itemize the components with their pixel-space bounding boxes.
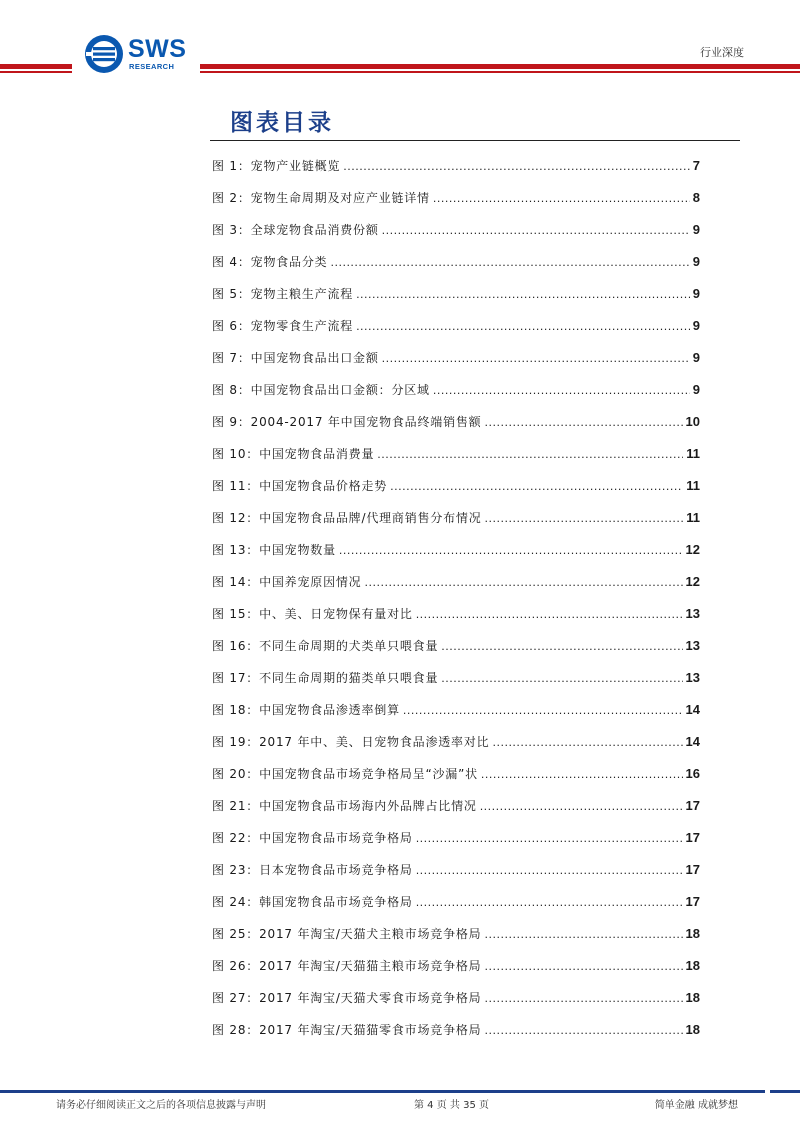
footer-disclaimer: 请务必仔细阅读正文之后的各项信息披露与声明 (56, 1100, 266, 1111)
toc-entry-page[interactable]: 16 (685, 766, 700, 781)
toc-dot-leader (377, 441, 683, 469)
toc-entry[interactable] (212, 792, 700, 824)
toc-entry-page[interactable]: 12 (685, 542, 700, 557)
footer-rule-tail (770, 1090, 800, 1093)
toc-dot-leader (356, 281, 690, 309)
toc-entry-label[interactable]: 图 11：中国宠物食品价格走势 (212, 479, 388, 493)
toc-entry[interactable] (212, 600, 700, 632)
toc-entry-page[interactable]: 8 (692, 190, 700, 205)
toc-entry[interactable] (212, 504, 700, 536)
logo-wordmark: SWS (128, 35, 187, 63)
section-tag: 行业深度 (700, 46, 744, 59)
toc-dot-leader (441, 665, 682, 693)
toc-entry-label[interactable]: 图 19：2017 年中、美、日宠物食品渗透率对比 (212, 735, 490, 749)
toc-entry[interactable] (212, 760, 700, 792)
toc-dot-leader (481, 761, 683, 789)
toc-entry-label[interactable]: 图 9：2004-2017 年中国宠物食品终端销售额 (212, 415, 482, 429)
toc-dot-leader (330, 249, 689, 277)
toc-entry-label[interactable]: 图 22：中国宠物食品市场竞争格局 (212, 831, 413, 845)
toc-dot-leader (382, 345, 690, 373)
toc-dot-leader (343, 153, 690, 181)
toc-entry-label[interactable]: 图 21：中国宠物食品市场海内外品牌占比情况 (212, 799, 477, 813)
title-divider (210, 140, 740, 141)
toc-entry[interactable] (212, 472, 700, 504)
footer-rule (0, 1090, 765, 1093)
toc-entry-page[interactable]: 13 (685, 670, 700, 685)
toc-entry[interactable] (212, 568, 700, 600)
toc-dot-leader (484, 985, 682, 1013)
toc-entry[interactable] (212, 536, 700, 568)
toc-entry[interactable] (212, 920, 700, 952)
toc-dot-leader (416, 601, 683, 629)
logo-subtext: RESEARCH (129, 62, 175, 71)
toc-dot-leader (416, 889, 683, 917)
toc-entry-page[interactable]: 13 (685, 606, 700, 621)
toc-entry[interactable] (212, 248, 700, 280)
toc-entry-label[interactable]: 图 13：中国宠物数量 (212, 543, 336, 557)
toc-dot-leader (441, 633, 682, 661)
toc-entry-label[interactable]: 图 7：中国宠物食品出口金额 (212, 351, 379, 365)
toc-entry-label[interactable]: 图 3：全球宠物食品消费份额 (212, 223, 379, 237)
toc-entry-page[interactable]: 18 (685, 990, 700, 1005)
toc-entry-label[interactable]: 图 8：中国宠物食品出口金额：分区域 (212, 383, 430, 397)
toc-entry[interactable] (212, 984, 700, 1016)
toc-entry-label[interactable]: 图 16：不同生命周期的犬类单只喂食量 (212, 639, 439, 653)
toc-entry[interactable] (212, 184, 700, 216)
toc-entry-page[interactable]: 11 (686, 478, 700, 493)
toc-entry-page[interactable]: 14 (685, 702, 700, 717)
toc-dot-leader (433, 185, 690, 213)
toc-entry-page[interactable]: 18 (685, 926, 700, 941)
toc-entry-page[interactable]: 9 (692, 222, 700, 237)
sws-logo-icon (84, 34, 124, 74)
toc-entry-page[interactable]: 17 (685, 894, 700, 909)
toc-entry[interactable] (212, 888, 700, 920)
toc-entry-label[interactable]: 图 10：中国宠物食品消费量 (212, 447, 375, 461)
toc-entry-page[interactable]: 11 (686, 510, 700, 525)
toc-entry[interactable] (212, 1016, 700, 1048)
sws-logo (84, 34, 194, 74)
toc-entry-label[interactable]: 图 18：中国宠物食品渗透率倒算 (212, 703, 400, 717)
toc-entry-page[interactable]: 11 (686, 446, 700, 461)
toc-entry-page[interactable]: 12 (685, 574, 700, 589)
toc-entry-page[interactable]: 18 (685, 958, 700, 973)
toc-dot-leader (484, 1017, 682, 1045)
toc-entry-label[interactable]: 图 5：宠物主粮生产流程 (212, 287, 354, 301)
toc-dot-leader (356, 313, 690, 341)
toc-entry-page[interactable]: 17 (685, 798, 700, 813)
toc-entry-page[interactable]: 9 (692, 350, 700, 365)
toc-entry-page[interactable]: 10 (685, 414, 700, 429)
header-rule-right-thick (200, 64, 800, 69)
toc-entry-label[interactable]: 图 15：中、美、日宠物保有量对比 (212, 607, 413, 621)
toc-entry[interactable] (212, 824, 700, 856)
toc-entry[interactable] (212, 312, 700, 344)
toc-entry-page[interactable]: 9 (692, 254, 700, 269)
toc-entry-label[interactable]: 图 24：韩国宠物食品市场竞争格局 (212, 895, 413, 909)
header-rule-right-thin (200, 71, 800, 73)
toc-entry-label[interactable]: 图 4：宠物食品分类 (212, 255, 328, 269)
toc-entry-label[interactable]: 图 14：中国养宠原因情况 (212, 575, 362, 589)
toc-entry[interactable] (212, 408, 700, 440)
toc-entry-label[interactable]: 图 17：不同生命周期的猫类单只喂食量 (212, 671, 439, 685)
toc-entry[interactable] (212, 664, 700, 696)
toc-entry-label[interactable]: 图 2：宠物生命周期及对应产业链详情 (212, 191, 430, 205)
toc-entry-label[interactable]: 图 6：宠物零食生产流程 (212, 319, 354, 333)
toc-entry-label[interactable]: 图 23：日本宠物食品市场竞争格局 (212, 863, 413, 877)
figure-index-list (212, 152, 700, 1048)
toc-dot-leader (365, 569, 683, 597)
toc-dot-leader (480, 793, 683, 821)
toc-dot-leader (416, 857, 683, 885)
toc-entry-page[interactable]: 13 (685, 638, 700, 653)
toc-entry[interactable] (212, 344, 700, 376)
toc-entry-label[interactable]: 图 20：中国宠物食品市场竞争格局呈“沙漏”状 (212, 767, 478, 781)
toc-entry-page[interactable]: 18 (685, 1022, 700, 1037)
toc-dot-leader (403, 697, 683, 725)
toc-entry[interactable] (212, 376, 700, 408)
toc-dot-leader (492, 729, 682, 757)
toc-entry-label[interactable]: 图 27：2017 年淘宝/天猫犬零食市场竞争格局 (212, 991, 482, 1005)
toc-dot-leader (485, 505, 684, 533)
toc-entry-page[interactable]: 17 (685, 862, 700, 877)
toc-entry-label[interactable]: 图 26：2017 年淘宝/天猫猫主粮市场竞争格局 (212, 959, 482, 973)
toc-dot-leader (390, 473, 683, 501)
toc-entry-page[interactable]: 17 (685, 830, 700, 845)
footer-page-number: 第 4 页 共 35 页 (414, 1100, 489, 1111)
toc-entry-label[interactable]: 图 1：宠物产业链概览 (212, 159, 341, 173)
toc-dot-leader (484, 409, 682, 437)
toc-entry-page[interactable]: 7 (692, 158, 700, 173)
toc-entry-label[interactable]: 图 28：2017 年淘宝/天猫猫零食市场竞争格局 (212, 1023, 482, 1037)
toc-entry[interactable] (212, 440, 700, 472)
toc-entry[interactable] (212, 280, 700, 312)
toc-entry-page[interactable]: 9 (692, 318, 700, 333)
toc-entry-page[interactable]: 14 (685, 734, 700, 749)
toc-dot-leader (484, 921, 682, 949)
header-rule-left-thin (0, 71, 72, 73)
toc-entry[interactable] (212, 856, 700, 888)
footer-slogan: 简单金融 成就梦想 (654, 1100, 738, 1111)
toc-dot-leader (484, 953, 682, 981)
toc-entry[interactable] (212, 152, 700, 184)
toc-entry[interactable] (212, 728, 700, 760)
toc-entry[interactable] (212, 952, 700, 984)
toc-dot-leader (339, 537, 683, 565)
toc-entry-page[interactable]: 9 (692, 286, 700, 301)
toc-entry-label[interactable]: 图 25：2017 年淘宝/天猫犬主粮市场竞争格局 (212, 927, 482, 941)
toc-entry-page[interactable]: 9 (692, 382, 700, 397)
toc-entry[interactable] (212, 696, 700, 728)
header-rule-left-thick (0, 64, 72, 69)
toc-dot-leader (382, 217, 690, 245)
toc-dot-leader (433, 377, 690, 405)
toc-entry[interactable] (212, 632, 700, 664)
page-title: 图表目录 (230, 109, 334, 136)
toc-entry[interactable] (212, 216, 700, 248)
toc-entry-label[interactable]: 图 12：中国宠物食品品牌/代理商销售分布情况 (212, 511, 482, 525)
toc-dot-leader (416, 825, 683, 853)
